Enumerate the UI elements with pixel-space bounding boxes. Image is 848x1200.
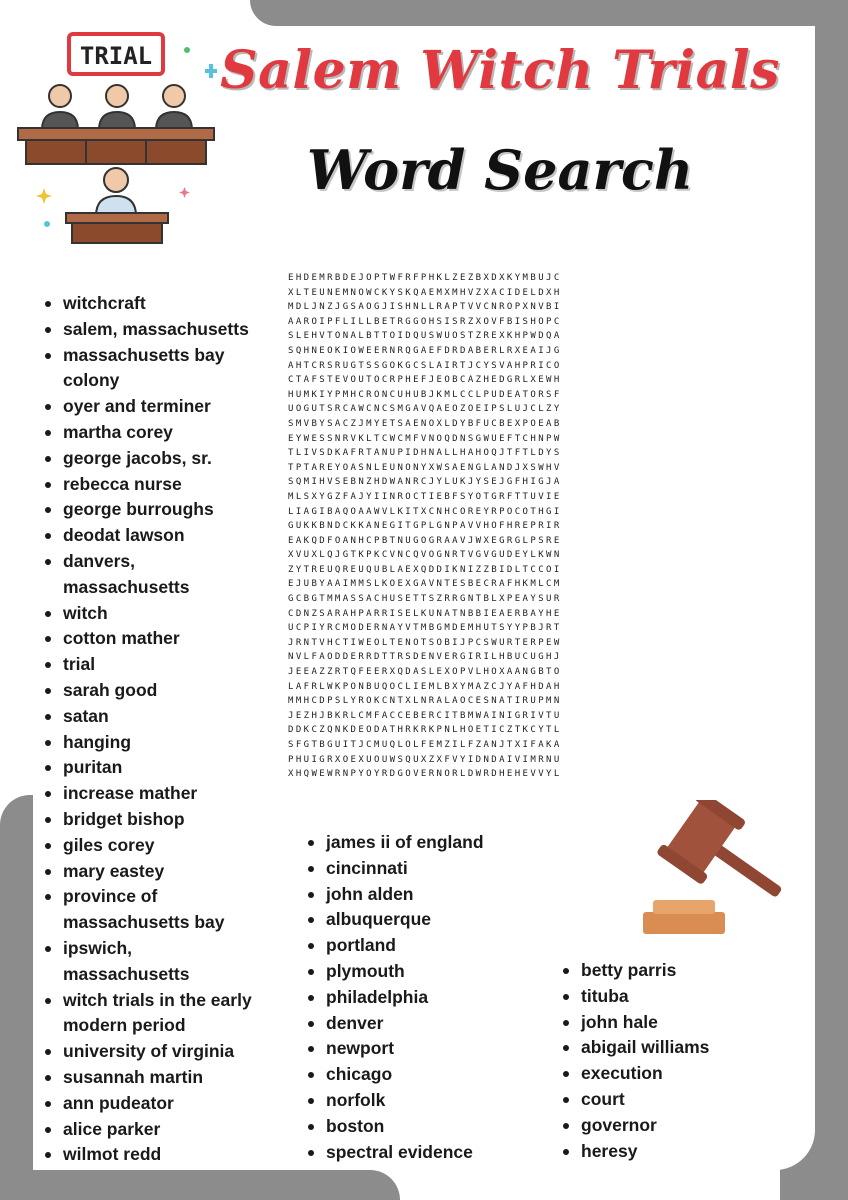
word-list-column-1 — [40, 291, 280, 1168]
word-list-item: massachusetts — [63, 576, 190, 597]
grid-row: SQHNEOKIOWEERNRQGAEFDRDABERLRXEAIJG — [288, 345, 562, 356]
word-list-column-3 — [558, 958, 788, 1164]
grid-row: XVUXLQJGTKPKCVNCQVOGNRTVGVGUDEYLKWN — [288, 550, 562, 561]
word-list-item: puritan — [40, 755, 280, 781]
frame-left-band — [0, 795, 33, 1200]
word-list-item: tituba — [558, 984, 788, 1010]
word-list-item: james ii of england — [303, 830, 553, 856]
word-list-item: alice parker — [40, 1117, 280, 1143]
grid-row: TLIVSDKAFRTANUPIDHNALLHAHOQJTFTLDYS — [288, 448, 562, 459]
grid-row: GUKKBNDCKKANEGITGPLGNPAVVHOFHREPRIR — [288, 521, 562, 532]
word-list-item: albuquerque — [303, 907, 553, 933]
word-list-item: newport — [303, 1036, 553, 1062]
word-list-item: ann pudeator — [40, 1091, 280, 1117]
word-list-item: rebecca nurse — [40, 472, 280, 498]
word-list-item: cincinnati — [303, 856, 553, 882]
grid-row: PHUIGRXOEXUOUWSQUXZXFVYIDNDAIVIMRNU — [288, 754, 562, 765]
word-list-item: hanging — [40, 730, 280, 756]
grid-row: LAFRLWKPONBUQOCLIEMLBXYMAZCJYAFHDAH — [288, 681, 562, 692]
word-list-item: george burroughs — [40, 497, 280, 523]
word-list-item: abigail williams — [558, 1035, 788, 1061]
grid-row: GCBGTMMASSACHUSETTSZRRGNTBLXPEAYSUR — [288, 594, 562, 605]
grid-row: EJUBYAAIMMSLKOEXGAVNTESBECRAFHKMLCM — [288, 579, 562, 590]
grid-row: SQMIHVSEBNZHDWANRCJYLUKJYSEJGFHIGJA — [288, 477, 562, 488]
word-list-item: john hale — [558, 1010, 788, 1036]
gavel-icon — [633, 800, 798, 940]
word-list-item: boston — [303, 1114, 553, 1140]
word-list-column-2 — [303, 830, 553, 1165]
word-list-item: norfolk — [303, 1088, 553, 1114]
word-list-item: martha corey — [40, 420, 280, 446]
word-list-item: spectral evidence — [303, 1140, 553, 1166]
word-list-item: wilmot redd — [40, 1142, 280, 1168]
grid-row: SMVBYSACZJMYETSAENOXLDYBFUCBEXPOEAB — [288, 418, 562, 429]
word-list-item: danvers, — [40, 549, 280, 575]
word-list-item: bridget bishop — [40, 807, 280, 833]
word-list-item: giles corey — [40, 833, 280, 859]
frame-right-band — [815, 0, 848, 1200]
word-list-item: witch trials in the early — [40, 988, 280, 1014]
word-list-item: colony — [63, 370, 120, 391]
word-list-item: plymouth — [303, 959, 553, 985]
grid-row: CDNZSARAHPARRISELKUNATNBBIEAERBAYHE — [288, 608, 562, 619]
word-list-item: court — [558, 1087, 788, 1113]
word-list-item: philadelphia — [303, 985, 553, 1011]
word-list-item: ipswich, — [40, 936, 280, 962]
word-list-item: university of virginia — [40, 1039, 280, 1065]
word-list-item: massachusetts bay — [40, 343, 280, 369]
word-list-item: witchcraft — [40, 291, 280, 317]
word-search-grid — [288, 271, 793, 782]
grid-row: CTAFSTEVOUTOCRPHEFJEOBCAZHEDGRLXEWH — [288, 375, 562, 386]
grid-row: SFGTBGUITJCMUQLOLFEMZILFZANJTXIFAKA — [288, 740, 562, 750]
word-list-item: deodat lawson — [40, 523, 280, 549]
word-list-item: heresy — [558, 1139, 788, 1165]
word-list-item: susannah martin — [40, 1065, 280, 1091]
word-list-item: george jacobs, sr. — [40, 446, 280, 472]
grid-row: NVLFAODDERRDTTRSDENVERGIRILHBUCUGHJ — [288, 652, 562, 663]
grid-row: EHDEMRBDEJOPTWFRFPHKLZEZBXDXKYMBUJC — [288, 273, 562, 283]
word-list-item: witch — [40, 601, 280, 627]
word-list-item: modern period — [63, 1015, 186, 1036]
page-title: Salem Witch Trials — [220, 40, 780, 101]
word-list-item: increase mather — [40, 781, 280, 807]
grid-row: UCPIYRCMODERNAYVTMBGMDEMHUTSYYPBJRT — [288, 623, 562, 634]
grid-row: JEEAZZRTQFEERXQDASLEXOPVLHOXAANGBTO — [288, 667, 562, 678]
word-list-item: governor — [558, 1113, 788, 1139]
grid-row: HUMKIYPMHCRONCUHUBJKMLCCLPUDEATORSF — [288, 389, 562, 400]
word-list-item: sarah good — [40, 678, 280, 704]
grid-row: DDKCZQNKDEODATHRKRKPNLHOETICZTKCYTL — [288, 725, 562, 736]
word-list-item: mary eastey — [40, 859, 280, 885]
word-list-item: province of — [40, 884, 280, 910]
trial-sign-text: TRIAL — [79, 42, 153, 70]
grid-row: EAKQDFOANHCPBTNUGOGRAAVJWXEGRGLPSRE — [288, 535, 562, 546]
grid-row: EYWESSNRVKLTCWCMFVNOQDNSGWUEFTCHNPW — [288, 433, 562, 444]
grid-row: ZYTREUQREUQUBLAEXQDDIKNIZZBIDLTCCOI — [288, 564, 562, 575]
word-list-item: satan — [40, 704, 280, 730]
word-list-item: massachusetts bay — [63, 912, 225, 933]
word-list-item: oyer and terminer — [40, 394, 280, 420]
grid-row: MDLJNZJGSAOGJISHNLLRAPTVVCNROPXNVBI — [288, 302, 562, 313]
word-list-item: cotton mather — [40, 626, 280, 652]
grid-row: XLTEUNEMNOWCKYSKQAEMXMHVZXACIDELDXH — [288, 287, 562, 298]
word-list-item: portland — [303, 933, 553, 959]
grid-row: MMHCDPSLYROKCNTXLNRALAOCESNATIRUPMN — [288, 696, 562, 707]
trial-scene-icon — [12, 28, 217, 250]
grid-row: LIAGIBAQOAAWVLKITXCNHCOREYRPOCOTHGI — [288, 506, 562, 517]
grid-row: UOGUTSRCAWCNCSMGAVQAEOZOEIPSLUJCLZY — [288, 404, 562, 415]
word-list-item: denver — [303, 1011, 553, 1037]
word-list-item: execution — [558, 1061, 788, 1087]
grid-row: TPTAREYOASNLEUNONYXWSAENGLANDJXSWHV — [288, 462, 562, 473]
word-list-item: betty parris — [558, 958, 788, 984]
page-subtitle: Word Search — [306, 138, 694, 202]
word-list-item: salem, massachusetts — [40, 317, 280, 343]
word-list-item: massachusetts — [63, 963, 190, 984]
grid-row: XHQWEWRNPYOYRDGOVERNORLDWRDHEHEVVYL — [288, 769, 562, 780]
frame-bottom-band — [0, 1170, 400, 1200]
word-list-item: chicago — [303, 1062, 553, 1088]
word-list-item: john alden — [303, 882, 553, 908]
frame-top-band — [250, 0, 848, 26]
grid-row: AHTCRSRUGTSSGOKGCSLAIRTJCYSVAHPRICO — [288, 360, 562, 371]
grid-row: JEZHJBKRLCMFACCEBERCITBMWAINIGRIVTU — [288, 710, 562, 721]
grid-row: SLEHVTONALBTTOIDQUSWUOSTZREXKHPWDQA — [288, 331, 562, 342]
grid-row: JRNTVHCTIWEOLTENOTSOBIJPCSWURTERPEW — [288, 637, 562, 648]
grid-row: MLSXYGZFAJYIINROCTIEBFSYOTGRFTTUVIE — [288, 491, 562, 502]
grid-row: AAROIPFLILLBETRGGOHSISRZXOVFBISHOPC — [288, 316, 562, 327]
word-list-item: trial — [40, 652, 280, 678]
